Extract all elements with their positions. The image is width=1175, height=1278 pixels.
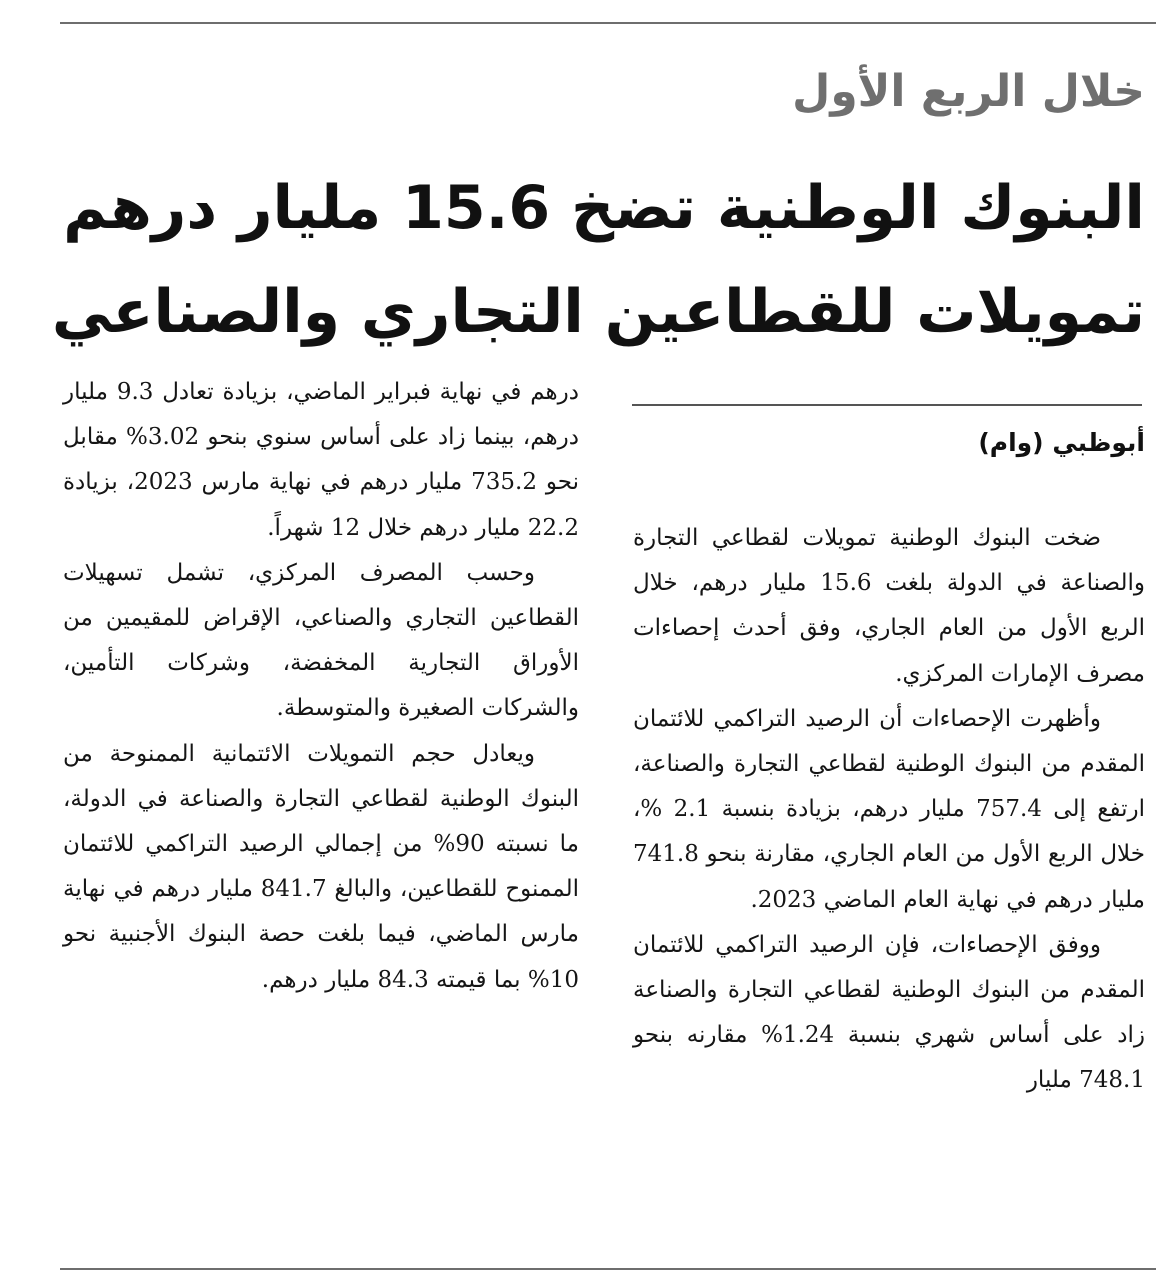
kicker: خلال الربع الأول	[792, 66, 1145, 117]
article-column-left	[63, 370, 579, 1003]
headline	[51, 156, 1145, 364]
top-rule	[60, 22, 1156, 24]
paragraph: وأظهرت الإحصاءات أن الرصيد التراكمي للائتمان المقدم من البنوك الوطنية لقطاعي التجارة والصناعة، ارتفع إلى 757.4 مليار درهم، بزيادة بنسبة 2.1 %، خلال الربع الأول من العام الجاري، مقارنة بنحو 741.8 مليار درهم في نهاية العام الماضي 2023.	[633, 705, 1145, 913]
paragraph: وحسب المصرف المركزي، تشمل تسهيلات القطاعين التجاري والصناعي، الإقراض للمقيمين من الأوراق التجارية المخفضة، وشركات التأمين، والشركات الصغيرة والمتوسطة.	[63, 559, 579, 722]
bottom-rule	[60, 1268, 1156, 1270]
byline-rule	[632, 404, 1142, 406]
headline-line-1: البنوك الوطنية تضخ 15.6 مليار درهم	[63, 173, 1145, 243]
article-column-right	[633, 516, 1145, 1104]
paragraph: ووفق الإحصاءات، فإن الرصيد التراكمي للائتمان المقدم من البنوك الوطنية لقطاعي التجارة والصناعة زاد على أساس شهري بنسبة 1.24% مقارنه بنحو 748.1 مليار	[633, 931, 1145, 1094]
paragraph: ويعادل حجم التمويلات الائتمانية الممنوحة من البنوك الوطنية لقطاعي التجارة والصناعة في الدولة، ما نسبته 90% من إجمالي الرصيد التراكمي للائتمان الممنوح للقطاعين، والبالغ 841.7 مليار درهم في نهاية مارس الماضي، فيما بلغت حصة البنوك الأجنبية نحو 10% بما قيمته 84.3 مليار درهم.	[63, 740, 579, 993]
paragraph: درهم في نهاية فبراير الماضي، بزيادة تعادل 9.3 مليار درهم، بينما زاد على أساس سنوي بنحو 3.02% مقابل نحو 735.2 مليار درهم في نهاية مارس 2023، بزيادة 22.2 مليار درهم خلال 12 شهراً.	[63, 379, 580, 541]
byline: أبوظبي (وام)	[978, 428, 1145, 457]
paragraph: ضخت البنوك الوطنية تمويلات لقطاعي التجارة والصناعة في الدولة بلغت 15.6 مليار درهم، خلال الربع الأول من العام الجاري، وفق أحدث إحصاءات مصرف الإمارات المركزي.	[633, 525, 1145, 687]
headline-line-2: تمويلات للقطاعين التجاري والصناعي	[51, 277, 1145, 347]
